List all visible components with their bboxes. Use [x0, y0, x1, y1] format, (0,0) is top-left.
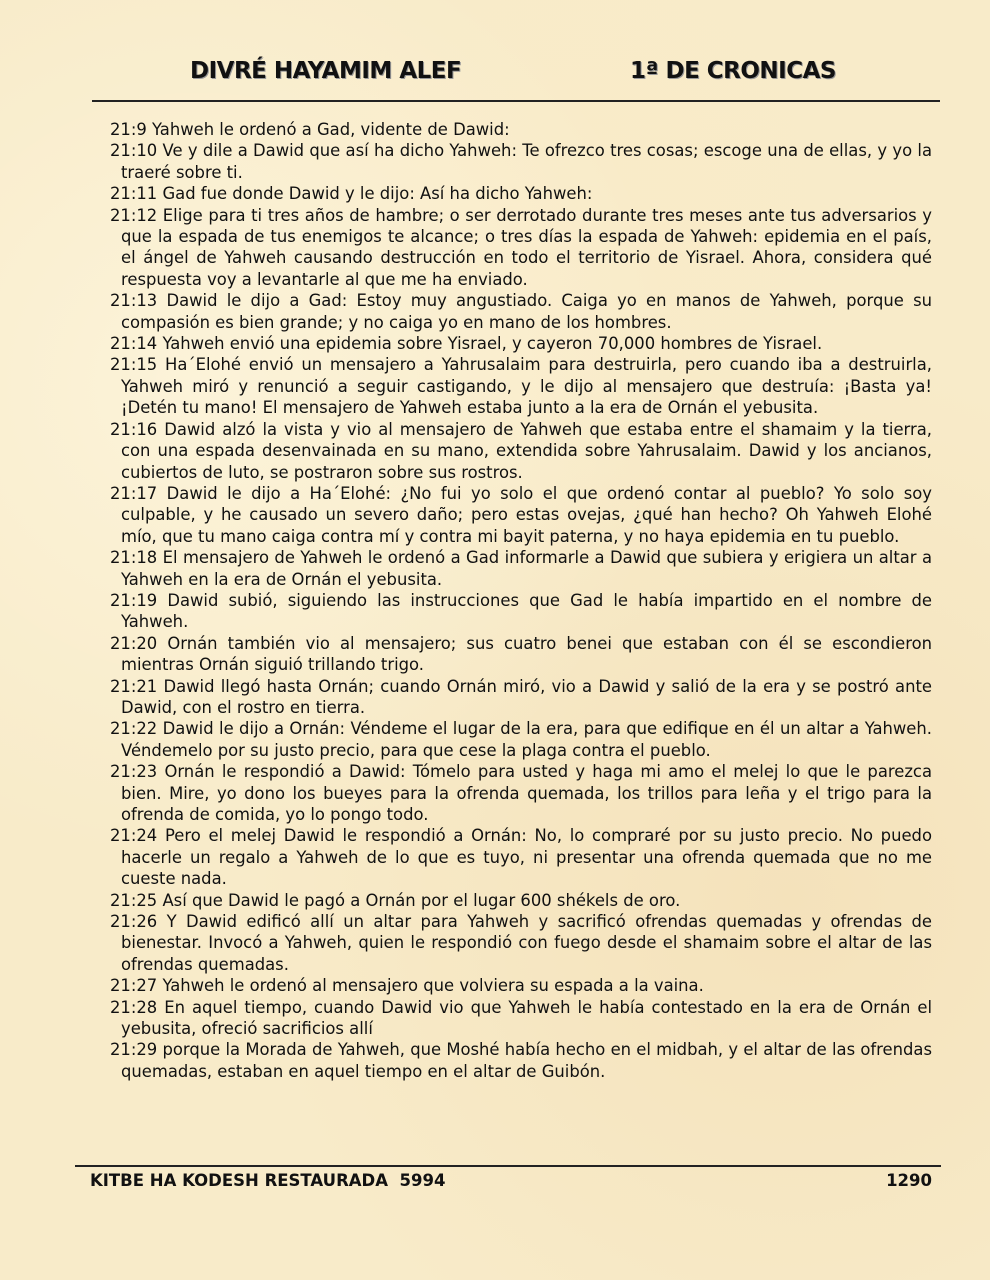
page-header — [0, 58, 990, 92]
verse: 21:28 En aquel tiempo, cuando Dawid vio que Yahweh le había contestado en la era de Ornán el yebusita, ofreció sacrificios allí — [110, 997, 932, 1039]
verse: 21:19 Dawid subió, siguiendo las instrucciones que Gad le había impartido en el nombre de Yahweh. — [110, 590, 932, 632]
verse: 21:27 Yahweh le ordenó al mensajero que volviera su espada a la vaina. — [110, 976, 704, 996]
verse: 21:20 Ornán también vio al mensajero; sus cuatro benei que estaban con él se escondieron mientras Ornán siguió trillando trigo. — [110, 633, 932, 675]
footer-book-title: KITBE HA KODESH RESTAURADA 5994 — [90, 1171, 446, 1190]
verse: 21:17 Dawid le dijo a Ha´Elohé: ¿No fui yo solo el que ordenó contar al pueblo? Yo solo soy culpable, y he causado un severo daño; pero estas ovejas, ¿qué han hecho? Oh Yahweh Elohé mío, que tu mano caiga contra mí y contra mi bayit paterna, y no haya epidemia en tu pueblo. — [110, 483, 932, 546]
verse-list — [110, 119, 932, 1082]
verse: 21:13 Dawid le dijo a Gad: Estoy muy angustiado. Caiga yo en manos de Yahweh, porque su compasión es bien grande; y no caiga yo en mano de los hombres. — [110, 291, 932, 332]
verse: 21:18 El mensajero de Yahweh le ordenó a Gad informarle a Dawid que subiera y erigiera un altar a Yahweh en la era de Ornán el yebusita. — [110, 548, 932, 589]
verse: 21:23 Ornán le respondió a Dawid: Tómelo para usted y haga mi amo el melej lo que le parezca bien. Mire, yo dono los bueyes para la ofrenda quemada, los trillos para leña y el trigo para la ofrenda de comida, yo lo pongo todo. — [110, 762, 932, 824]
verse: 21:15 Ha´Elohé envió un mensajero a Yahrusalaim para destruirla, pero cuando iba a destruirla, Yahweh miró y renunció a seguir castigando, y le dijo al mensajero que destruía: ¡Basta ya! ¡Detén tu mano! El mensajero de Yahweh estaba junto a la era de Ornán el yebusita. — [110, 355, 932, 418]
verse: 21:11 Gad fue donde Dawid y le dijo: Así ha dicho Yahweh: — [110, 184, 593, 204]
running-title-right: 1ª DE CRONICAS — [630, 58, 836, 84]
verse: 21:21 Dawid llegó hasta Ornán; cuando Ornán miró, vio a Dawid y salió de la era y se postró ante Dawid, con el rostro en tierra. — [110, 676, 932, 717]
verse: 21:12 Elige para ti tres años de hambre; o ser derrotado durante tres meses ante tus adversarios y que la espada de tus enemigos te alcance; o tres días la espada de Yahweh: epidemia en el país, el ángel de Yahweh causando destrucción en todo el territorio de Yisrael. Ahora, considera qué respuesta voy a levantarle al que me ha enviado. — [110, 205, 932, 289]
header-rule — [92, 100, 940, 102]
verse: 21:25 Así que Dawid le pagó a Ornán por el lugar 600 shékels de oro. — [110, 890, 681, 910]
verse: 21:24 Pero el melej Dawid le respondió a Ornán: No, lo compraré por su justo precio. No puedo hacerle un regalo a Yahweh de lo que es tuyo, ni presentar una ofrenda quemada que no me cueste nada. — [110, 826, 932, 889]
verse: 21:22 Dawid le dijo a Ornán: Véndeme el lugar de la era, para que edifique en él un altar a Yahweh. Véndemelo por su justo precio, para que cese la plaga contra el pueblo. — [110, 719, 932, 760]
verse: 21:10 Ve y dile a Dawid que así ha dicho Yahweh: Te ofrezco tres cosas; escoge una de ellas, y yo la traeré sobre ti. — [110, 141, 932, 182]
running-title-left: DIVRÉ HAYAMIM ALEF — [190, 58, 462, 84]
verse: 21:14 Yahweh envió una epidemia sobre Yisrael, y cayeron 70,000 hombres de Yisrael. — [110, 334, 823, 354]
verse: 21:9 Yahweh le ordenó a Gad, vidente de Dawid: — [110, 120, 510, 139]
verse: 21:26 Y Dawid edificó allí un altar para Yahweh y sacrificó ofrendas quemadas y ofrendas de bienestar. Invocó a Yahweh, quien le respondió con fuego desde el shamaim sobre el altar de las ofrendas quemadas. — [110, 912, 932, 974]
verse: 21:16 Dawid alzó la vista y vio al mensajero de Yahweh que estaba entre el shamaim y la tierra, con una espada desenvainada en su mano, extendida sobre Yahrusalaim. Dawid y los ancianos, cubiertos de luto, se postraron sobre sus rostros. — [110, 419, 932, 482]
page-number: 1290 — [886, 1171, 932, 1190]
footer-rule — [75, 1165, 941, 1167]
verse: 21:29 porque la Morada de Yahweh, que Moshé había hecho en el midbah, y el altar de las ofrendas quemadas, estaban en aquel tiempo en el altar de Guibón. — [110, 1040, 932, 1081]
